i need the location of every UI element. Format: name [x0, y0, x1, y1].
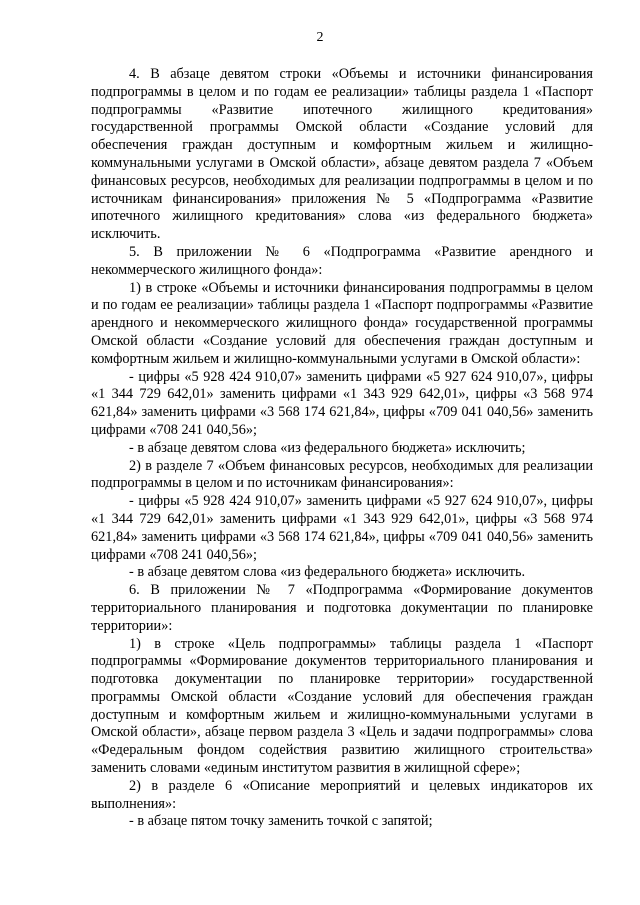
paragraph-item-5-2-digits: - цифры «5 928 424 910,07» заменить цифрами «5 927 624 910,07», цифры «1 344 729 642,01» заменить цифрами «1 343 929 642,01», цифры «3 568 974 621,84» заменить цифрами «3 568 174 621,84», цифры «709 041 040,56» заменить цифрами «708 241 040,56»; — [91, 493, 593, 563]
paragraph-item-5-1-words: - в абзаце девятом слова «из федерального бюджета» исключить; — [129, 439, 526, 456]
paragraph-item-5-1-digits: - цифры «5 928 424 910,07» заменить цифрами «5 927 624 910,07», цифры «1 344 729 642,01» заменить цифрами «1 343 929 642,01», цифры «3 568 974 621,84» заменить цифрами «3 568 174 621,84», цифры «709 041 040,56» заменить цифрами «708 241 040,56»; — [91, 368, 593, 438]
paragraph-item-6-2-point: - в абзаце пятом точку заменить точкой с запятой; — [129, 813, 433, 830]
paragraph-item-6: 6. В приложении № 7 «Подпрограмма «Формирование документов территориального планирования и подготовка документации по планировке территории»: — [91, 582, 593, 634]
page-number: 2 — [316, 30, 324, 45]
paragraph-item-5-1: 1) в строке «Объемы и источники финансирования подпрограммы в целом и по годам ее реализации» таблицы раздела 1 «Паспорт подпрограммы «Развитие арендного и некоммерческого жилищного фонда» государственной программы Омской области «Создание условий для обеспечения граждан доступным и комфортным жильем и жилищно-коммунальными услугами в Омской области»: — [91, 279, 593, 367]
paragraph-item-4: 4. В абзаце девятом строки «Объемы и источники финансирования подпрограммы в целом и по годам ее реализации» таблицы раздела 1 «Паспорт подпрограммы «Развитие ипотечного жилищного кредитования» государственной программы Омской области «Создание условий для обеспечения граждан доступным и комфортным жильем и жилищно-коммунальными услугами в Омской области», абзаце девятом раздела 7 «Объем финансовых ресурсов, необходимых для реализации подпрограммы в целом и по источникам финансирования» приложения № 5 «Подпрограмма «Развитие ипотечного жилищного кредитования» слова «из федерального бюджета» исключить. — [91, 66, 593, 243]
paragraph-item-6-2: 2) в разделе 6 «Описание мероприятий и целевых индикаторов их выполнения»: — [91, 777, 593, 812]
paragraph-item-5-2: 2) в разделе 7 «Объем финансовых ресурсов, необходимых для реализации подпрограммы в целом и по источникам финансирования»: — [91, 457, 593, 492]
paragraph-item-5: 5. В приложении № 6 «Подпрограмма «Развитие арендного и некоммерческого жилищного фонда»: — [91, 243, 593, 278]
paragraph-item-6-1: 1) в строке «Цель подпрограммы» таблицы раздела 1 «Паспорт подпрограммы «Формирование документов территориального планирования и подготовка документации по планировке территории» государственной программы Омской области «Создание условий для обеспечения граждан доступным и комфортным жильем и жилищно-коммунальными услугами в Омской области», абзаце первом раздела 3 «Цель и задачи подпрограммы» слова «Федеральным фондом содействия развитию жилищного строительства» заменить словами «единым институтом развития в жилищной сфере»; — [91, 635, 593, 777]
document-body — [91, 66, 593, 831]
paragraph-item-5-2-words: - в абзаце девятом слова «из федерального бюджета» исключить. — [129, 564, 526, 581]
